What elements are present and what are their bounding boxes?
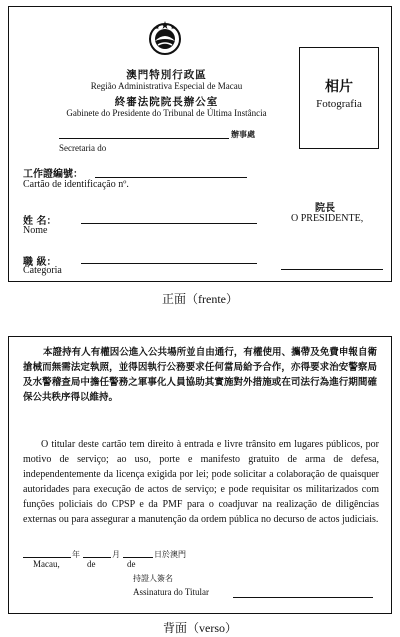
id-card-back xyxy=(8,336,392,614)
office-chinese: 終審法院院長辦公室 xyxy=(114,96,219,108)
id-card-front xyxy=(8,6,392,282)
date-day-line xyxy=(123,557,153,558)
president-portuguese: O PRESIDENTE, xyxy=(291,213,364,224)
id-number-portuguese: Cartão de identificação nº. xyxy=(23,179,129,190)
date-year-chinese: 年 xyxy=(72,550,80,559)
name-portuguese: Nome xyxy=(23,225,48,236)
president-signature-line xyxy=(281,269,383,270)
secretariat-chinese: 辦事處 xyxy=(231,130,255,139)
front-caption: 正面（frente） xyxy=(162,292,238,306)
photo-box xyxy=(299,47,379,149)
name-line xyxy=(81,223,257,224)
photo-label-portuguese: Fotografia xyxy=(316,98,362,110)
signature-line xyxy=(233,597,373,598)
date-month-line xyxy=(83,557,111,558)
president-chinese: 院長 xyxy=(315,203,335,214)
photo-label-chinese: 相片 xyxy=(325,79,353,95)
date-year-line xyxy=(23,557,71,558)
date-de2-portuguese: de xyxy=(127,559,136,569)
id-number-line xyxy=(95,177,247,178)
signature-chinese: 持證人簽名 xyxy=(133,574,173,583)
macau-emblem xyxy=(144,17,186,59)
rights-paragraph-chinese: 本證持有人有權因公進入公共場所並自由通行，有權使用、攜帶及免費申報自衛搶械而無需法定執照，並得因執行公務要求任何當局給予合作，亦得要求治安警察局及水警稽查局中擔任警務之軍事化人員協助其實施對外措施或在司法行為進行期間確保公共秩序得以維持。 xyxy=(23,347,377,403)
date-de1-portuguese: de xyxy=(87,559,96,569)
date-month-chinese: 月 xyxy=(112,550,120,559)
date-day-chinese: 日於澳門 xyxy=(154,550,186,559)
secretariat-portuguese: Secretaria do xyxy=(59,143,107,153)
back-caption: 背面（verso） xyxy=(163,621,237,635)
header-portuguese: Região Administrativa Especial de Macau xyxy=(90,81,243,91)
category-line xyxy=(81,263,257,264)
id-number-chinese: 工作證編號： xyxy=(23,169,83,180)
category-portuguese: Categoria xyxy=(23,265,62,276)
rights-paragraph-portuguese: O titular deste cartão tem direito à entrada e livre trânsito em lugares públicos, por motivo de serviço; ao uso, porte e manifesto gratuito de arma de defesa, independentemente da licença exigida por lei; pode solicitar a colaboração de quaisquer autoridades para execução de actos de serviço; e pode requisitar os militarizados com funções policiais do CPSP e da PMF para o coadjuvar na realização de diligências externas ou para assegurar a manutenção da ordem pública no decurso de actos judiciais. xyxy=(23,439,379,525)
date-macau-portuguese: Macau, xyxy=(33,559,60,569)
signature-portuguese: Assinatura do Titular xyxy=(133,587,210,597)
header-chinese: 澳門特別行政區 xyxy=(126,69,207,81)
category-chinese: 職 級： xyxy=(23,257,57,268)
office-portuguese: Gabinete do Presidente do Tribunal de Última Instância xyxy=(66,108,267,118)
secretariat-line xyxy=(59,138,229,139)
name-chinese: 姓 名： xyxy=(23,216,57,227)
